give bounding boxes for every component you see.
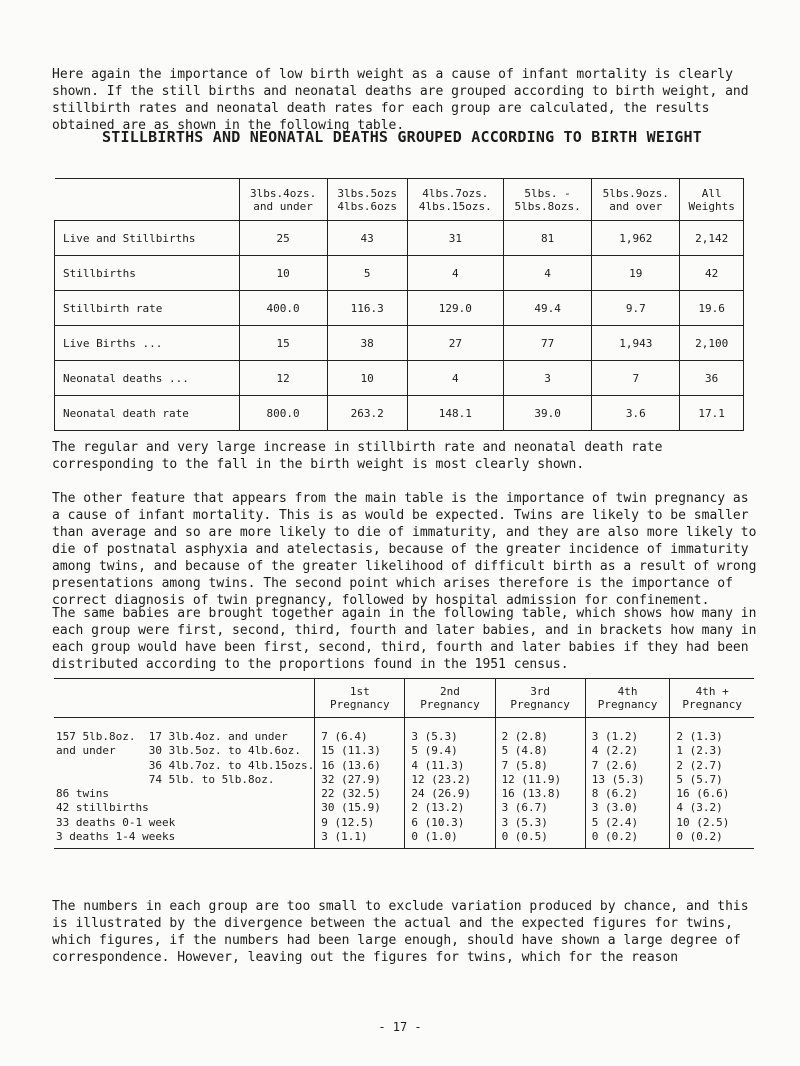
table-cell: 0 (1.0) [405,830,495,849]
table-cell: 6 (10.3) [405,816,495,830]
paragraph-4: The same babies are brought together again in the following table, which shows how many in each group were first, second, third, fourth and later babies, and in brackets how many in each group would have been first, second, third, fourth and later babies if they had been distributed according to the proportions found in the 1951 census. [52,606,757,672]
table-cell: 15 (11.3) [315,744,405,758]
table-cell: 3 (1.1) [315,830,405,849]
paragraph-5: The numbers in each group are too small to exclude variation produced by chance, and this is illustrated by the divergence between the actual and the expected figures for twins, which figures, if the numbers had been large enough, should have shown a large degree of correspondence. However, leaving out the figures for twins, which for the reason [52,899,749,965]
row-label: 36 4lb.7oz. to 4lb.15ozs. [56,758,315,772]
table-cell: 148.1 [407,396,503,431]
table-cell: 8 (6.2) [585,787,670,801]
table-row [54,730,754,744]
table-cell: 12 (23.2) [405,773,495,787]
table-row [55,256,744,291]
table-cell: 4 [407,256,503,291]
row-label: and under 30 3lb.5oz. to 4lb.6oz. [56,744,302,758]
table-cell: 31 [407,221,503,256]
table-cell: 5 (2.4) [585,816,670,830]
table-cell: 12 [239,361,327,396]
row-label: 33 deaths 0-1 week [56,815,176,829]
column-header-line: Pregnancy [597,698,658,711]
table-cell: 10 (2.5) [670,816,754,830]
page-number: - 17 - [378,1020,422,1034]
column-header [315,679,405,718]
intro-paragraph: Here again the importance of low birth weight as a cause of infant mortality is clearly shown. If the still births and neonatal deaths are grouped according to birth weight, and stillbirth rates and neonatal death rates for each group are calculated, the results obtained are as shown in the following table. [52,67,749,133]
column-header [592,179,680,221]
table-cell: 4 [407,361,503,396]
column-header [670,679,754,718]
row-label: 86 twins [56,787,109,801]
table-cell: 2 (1.3) [670,730,754,744]
table-row [54,744,754,758]
spacer-cell [585,718,670,731]
spacer-cell [315,718,405,731]
column-header-line: Weights [688,199,735,213]
table-row [54,773,754,787]
row-label: Live Births ... [55,326,240,361]
column-header [504,179,592,221]
table-cell: 16 (13.8) [495,787,585,801]
table-cell: 5 (9.4) [405,744,495,758]
table-cell: 2,142 [680,221,744,256]
table-cell: 17.1 [680,396,744,431]
table-row [55,291,744,326]
table-cell: 5 [327,256,407,291]
table-cell: 4 (3.2) [670,801,754,815]
row-label: Stillbirths [55,256,240,291]
table-cell: 1,962 [592,221,680,256]
table-cell: 3 (5.3) [405,730,495,744]
table-cell: 16 (13.6) [315,759,405,773]
row-label: 74 5lb. to 5lb.8oz. [56,772,275,786]
table-cell: 25 [239,221,327,256]
column-header [585,679,670,718]
table-row [55,361,744,396]
table-cell: 9 (12.5) [315,816,405,830]
table-header-row [55,179,744,221]
column-header-line: 4lbs.6ozs [337,199,397,213]
spacer-cell [405,718,495,731]
table-cell: 5 (4.8) [495,744,585,758]
row-label: Stillbirth rate [55,291,240,326]
table-cell: 3 (3.0) [585,801,670,815]
column-header-line: All [701,186,722,200]
spacer-cell [670,718,754,731]
table-row [55,326,744,361]
table-cell: 12 (11.9) [495,773,585,787]
table-cell: 2 (2.7) [670,759,754,773]
table-cell: 5 (5.7) [670,773,754,787]
table-row [54,816,754,830]
table-cell: 0 (0.5) [495,830,585,849]
table-cell: 30 (15.9) [315,801,405,815]
table-cell: 27 [407,326,503,361]
column-header-line: 4lbs.7ozs. [422,186,489,200]
column-header [239,179,327,221]
table-cell: 7 (5.8) [495,759,585,773]
row-label: Live and Stillbirths [55,221,240,256]
column-header-line: and under [253,199,313,213]
column-header-line: 4th [617,685,638,698]
table-cell: 39.0 [504,396,592,431]
table-cell: 38 [327,326,407,361]
column-header [405,679,495,718]
table-cell: 7 (6.4) [315,730,405,744]
table-row [54,801,754,815]
table-cell: 16 (6.6) [670,787,754,801]
table-cell: 9.7 [592,291,680,326]
table-cell: 263.2 [327,396,407,431]
spacer-cell [495,718,585,731]
table-cell: 129.0 [407,291,503,326]
table-cell: 81 [504,221,592,256]
row-label: 3 deaths 1-4 weeks [54,830,315,849]
table-cell: 36 [680,361,744,396]
column-header-line: 1st [349,685,370,698]
table-cell: 7 (2.6) [585,759,670,773]
table-cell: 10 [239,256,327,291]
column-header-line: 5lbs. - [524,186,571,200]
column-header-line: Pregnancy [330,698,390,711]
table-cell: 4 [504,256,592,291]
table-cell: 400.0 [239,291,327,326]
table-cell: 7 [592,361,680,396]
table-cell: 1,943 [592,326,680,361]
table-cell: 3.6 [592,396,680,431]
table-cell: 77 [504,326,592,361]
table-header-row [54,679,754,718]
spacer-row [54,718,754,731]
table-cell: 800.0 [239,396,327,431]
table-cell: 3 [504,361,592,396]
table-cell: 116.3 [327,291,407,326]
table-row [55,396,744,431]
column-header-line: 3lbs.5ozs [337,186,397,200]
column-header-line: 5lbs.9ozs. [602,186,669,200]
column-header [495,679,585,718]
table-cell: 24 (26.9) [405,787,495,801]
table-cell: 2,100 [680,326,744,361]
table-cell: 1 (2.3) [670,744,754,758]
table-cell: 13 (5.3) [585,773,670,787]
table-cell: 0 (0.2) [670,830,754,849]
column-header-line: 3rd [530,685,551,698]
table-cell: 43 [327,221,407,256]
table-cell: 15 [239,326,327,361]
table-cell: 42 [680,256,744,291]
table-cell: 22 (32.5) [315,787,405,801]
table-cell: 19 [592,256,680,291]
column-header [407,179,503,221]
pregnancy-order-table [54,678,754,849]
column-header-line: 2nd [440,685,460,698]
column-header [680,179,744,221]
table-cell: 49.4 [504,291,592,326]
paragraph-2: The regular and very large increase in stillbirth rate and neonatal death rate corresponding to the fall in the birth weight is most clearly shown. [52,440,663,472]
paragraph-3: The other feature that appears from the main table is the importance of twin pregnancy as a cause of infant mortality. This is as would be expected. Twins are likely to be smaller than average and so are more likely to die of immaturity, and they are also more likely to die of postnatal asphyxia and atelectasis, because of the greater incidence of immaturity among twins, and because of the greater likelihood of difficult birth as a result of wrong presentations among twins. The second point which arises therefore is the importance of correct diagnosis of twin pregnancy, followed by hospital admission for confinement. [52,491,757,608]
column-header-line: 5lbs.8ozs. [514,199,581,213]
table-cell: 4 (11.3) [405,759,495,773]
row-label: Neonatal death rate [55,396,240,431]
table-row [55,221,744,256]
row-label: 42 stillbirths [56,801,149,815]
table-cell: 4 (2.2) [585,744,670,758]
row-label: 157 5lb.8oz. 17 3lb.4oz. and under [56,730,288,743]
column-header-line: 4th + [695,685,729,698]
table-cell: 3 (5.3) [495,816,585,830]
table-cell: 2 (13.2) [405,801,495,815]
table-corner-cell [55,179,240,221]
table-corner-cell [54,679,315,718]
column-header-line: Pregnancy [510,698,570,711]
table-cell: 19.6 [680,291,744,326]
table1-title: STILLBIRTHS AND NEONATAL DEATHS GROUPED ACCORDING TO BIRTH WEIGHT [102,128,702,146]
table-row [54,787,754,801]
table-cell: 32 (27.9) [315,773,405,787]
spacer-cell [54,718,315,731]
column-header [327,179,407,221]
table-cell: 3 (1.2) [585,730,670,744]
row-label: Neonatal deaths ... [55,361,240,396]
table-cell: 3 (6.7) [495,801,585,815]
column-header-line: Pregnancy [682,698,743,711]
table-row [54,759,754,773]
birth-weight-table [54,178,744,431]
table-cell: 0 (0.2) [585,830,670,849]
table-cell: 2 (2.8) [495,730,585,744]
table-cell: 10 [327,361,407,396]
table-row [54,830,754,849]
column-header-line: and over [609,199,663,213]
column-header-line: 3lbs.4ozs. [249,186,317,200]
column-header-line: Pregnancy [420,698,480,711]
column-header-line: 4lbs.15ozs. [418,199,492,213]
